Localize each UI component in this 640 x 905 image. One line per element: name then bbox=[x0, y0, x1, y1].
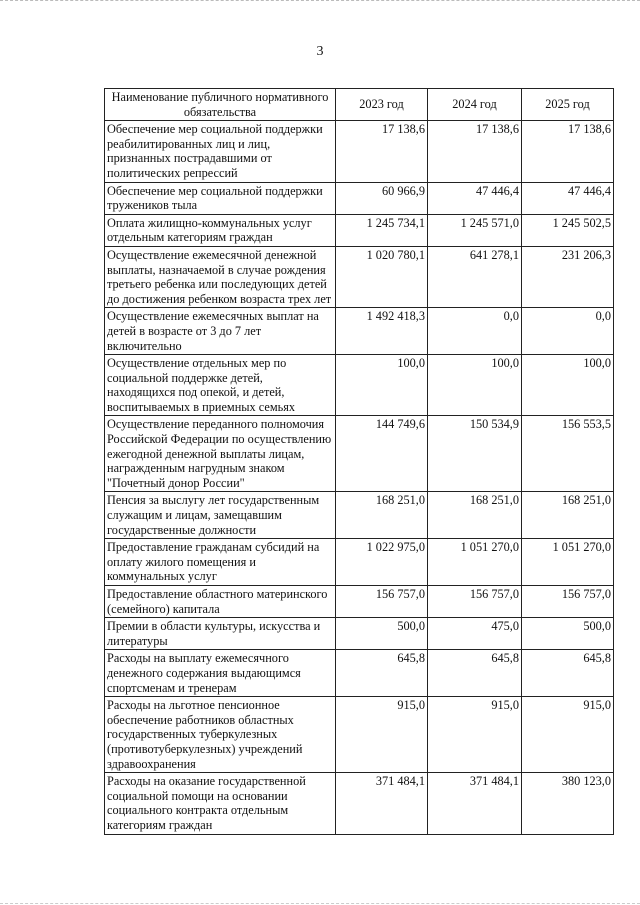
row-2025: 645,8 bbox=[522, 650, 614, 697]
page-number: 3 bbox=[316, 44, 324, 59]
row-2024: 47 446,4 bbox=[428, 182, 522, 214]
row-2024: 150 534,9 bbox=[428, 416, 522, 492]
row-2023: 100,0 bbox=[336, 355, 428, 416]
row-name: Пенсия за выслугу лет государственным служащим и лицам, замещавшим государственные должности bbox=[105, 492, 336, 539]
table-row bbox=[105, 246, 614, 307]
header-2025: 2025 год bbox=[522, 89, 614, 121]
table-row bbox=[105, 697, 614, 773]
table-row bbox=[105, 355, 614, 416]
row-name: Оплата жилищно-коммунальных услуг отдельным категориям граждан bbox=[105, 214, 336, 246]
row-2023: 144 749,6 bbox=[336, 416, 428, 492]
table-row bbox=[105, 416, 614, 492]
row-2023: 60 966,9 bbox=[336, 182, 428, 214]
obligations-table bbox=[104, 88, 614, 835]
row-2024: 1 051 270,0 bbox=[428, 539, 522, 586]
row-2024: 0,0 bbox=[428, 308, 522, 355]
row-name: Обеспечение мер социальной поддержки реабилитированных лиц и лиц, признанных пострадавшими от политических репрессий bbox=[105, 121, 336, 182]
row-2025: 915,0 bbox=[522, 697, 614, 773]
row-2023: 168 251,0 bbox=[336, 492, 428, 539]
row-2025: 100,0 bbox=[522, 355, 614, 416]
row-2024: 641 278,1 bbox=[428, 246, 522, 307]
row-2023: 915,0 bbox=[336, 697, 428, 773]
row-2025: 156 757,0 bbox=[522, 586, 614, 618]
row-2024: 475,0 bbox=[428, 618, 522, 650]
row-name: Расходы на выплату ежемесячного денежного содержания выдающимся спортсменам и тренерам bbox=[105, 650, 336, 697]
row-2025: 47 446,4 bbox=[522, 182, 614, 214]
row-name: Обеспечение мер социальной поддержки тружеников тыла bbox=[105, 182, 336, 214]
row-name: Расходы на оказание государственной социальной помощи на основании социального контракта отдельным категориям граждан bbox=[105, 773, 336, 834]
row-name: Премии в области культуры, искусства и литературы bbox=[105, 618, 336, 650]
row-2023: 371 484,1 bbox=[336, 773, 428, 834]
row-2024: 1 245 571,0 bbox=[428, 214, 522, 246]
row-2025: 1 245 502,5 bbox=[522, 214, 614, 246]
table-row bbox=[105, 618, 614, 650]
row-name: Осуществление ежемесячной денежной выплаты, назначаемой в случае рождения третьего ребенка или последующих детей до достижения ребенком возраста трех лет bbox=[105, 246, 336, 307]
row-2024: 915,0 bbox=[428, 697, 522, 773]
row-2025: 156 553,5 bbox=[522, 416, 614, 492]
row-2025: 380 123,0 bbox=[522, 773, 614, 834]
row-2023: 500,0 bbox=[336, 618, 428, 650]
row-name: Расходы на льготное пенсионное обеспечение работников областных государственных туберкулезных (противотуберкулезных) учреждений здравоохранения bbox=[105, 697, 336, 773]
row-name: Осуществление ежемесячных выплат на детей в возрасте от 3 до 7 лет включительно bbox=[105, 308, 336, 355]
row-2025: 231 206,3 bbox=[522, 246, 614, 307]
header-2024: 2024 год bbox=[428, 89, 522, 121]
table-row bbox=[105, 214, 614, 246]
scan-edge-bottom bbox=[0, 900, 640, 904]
row-2023: 1 022 975,0 bbox=[336, 539, 428, 586]
row-2024: 168 251,0 bbox=[428, 492, 522, 539]
row-2025: 0,0 bbox=[522, 308, 614, 355]
row-2023: 1 245 734,1 bbox=[336, 214, 428, 246]
header-2023: 2023 год bbox=[336, 89, 428, 121]
row-2023: 1 492 418,3 bbox=[336, 308, 428, 355]
row-2025: 168 251,0 bbox=[522, 492, 614, 539]
row-name: Осуществление отдельных мер по социальной поддержке детей, находящихся под опекой, и детей, воспитываемых в приемных семьях bbox=[105, 355, 336, 416]
row-2025: 17 138,6 bbox=[522, 121, 614, 182]
row-2024: 100,0 bbox=[428, 355, 522, 416]
row-name: Осуществление переданного полномочия Российской Федерации по осуществлению ежегодной денежной выплаты лицам, награжденным нагрудным знаком "Почетный донор России" bbox=[105, 416, 336, 492]
table-row bbox=[105, 650, 614, 697]
table-row bbox=[105, 492, 614, 539]
row-2024: 156 757,0 bbox=[428, 586, 522, 618]
table-header-row bbox=[105, 89, 614, 121]
row-2024: 645,8 bbox=[428, 650, 522, 697]
table-row bbox=[105, 539, 614, 586]
row-2023: 645,8 bbox=[336, 650, 428, 697]
row-2023: 17 138,6 bbox=[336, 121, 428, 182]
table-row bbox=[105, 308, 614, 355]
row-name: Предоставление гражданам субсидий на оплату жилого помещения и коммунальных услуг bbox=[105, 539, 336, 586]
row-name: Предоставление областного материнского (семейного) капитала bbox=[105, 586, 336, 618]
row-2025: 500,0 bbox=[522, 618, 614, 650]
row-2024: 17 138,6 bbox=[428, 121, 522, 182]
table-row bbox=[105, 182, 614, 214]
table-row bbox=[105, 773, 614, 834]
row-2024: 371 484,1 bbox=[428, 773, 522, 834]
table-row bbox=[105, 121, 614, 182]
scan-edge-top bbox=[0, 0, 640, 4]
row-2023: 156 757,0 bbox=[336, 586, 428, 618]
row-2025: 1 051 270,0 bbox=[522, 539, 614, 586]
table-row bbox=[105, 586, 614, 618]
header-name: Наименование публичного нормативного обязательства bbox=[105, 89, 336, 121]
row-2023: 1 020 780,1 bbox=[336, 246, 428, 307]
